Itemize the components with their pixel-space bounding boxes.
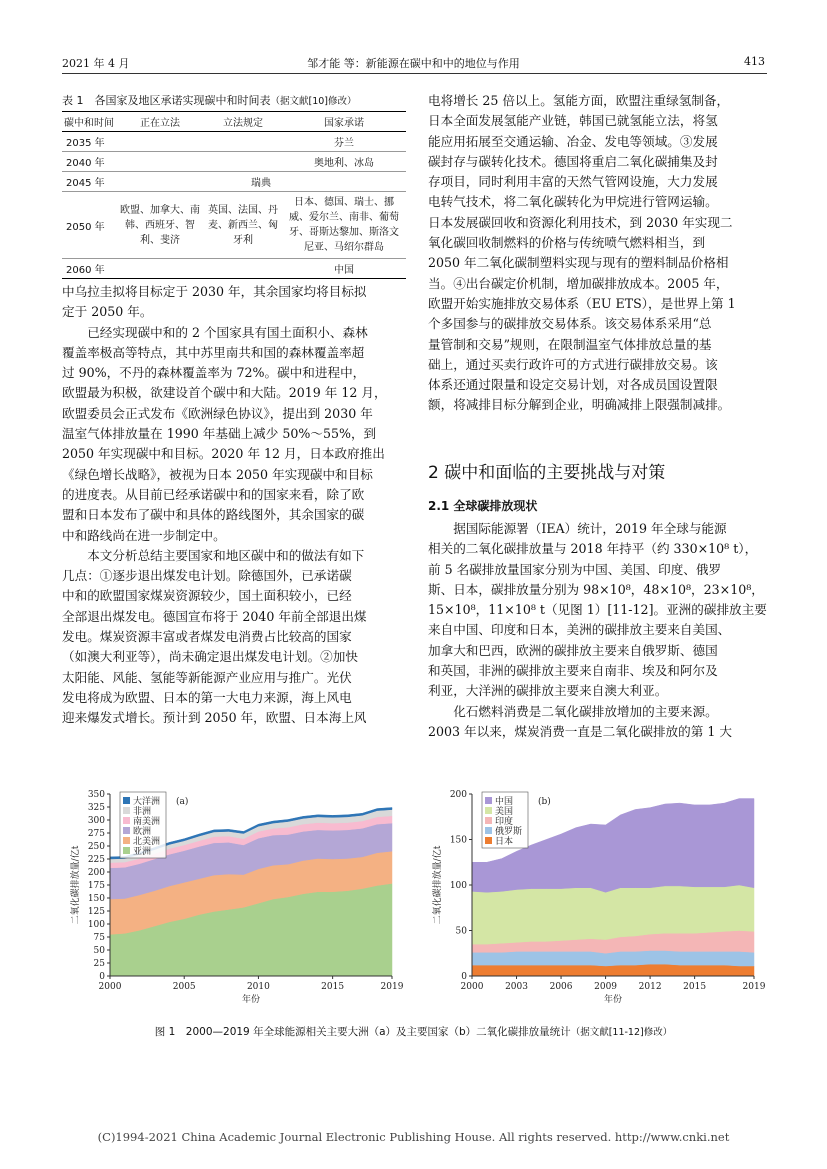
text-line: 中和路线尚在进一步制定中。 <box>62 527 226 543</box>
text-line: 迎来爆发式增长。预计到 2050 年，欧盟、日本海上风 <box>62 710 367 726</box>
table-source: （据文献[10]修改） <box>270 96 357 107</box>
legend-swatch <box>123 827 130 834</box>
table-cell <box>204 152 282 172</box>
copyright-footer: (C)1994-2021 China Academic Journal Electronic Publishing House. All rights reserved. http://www.cnki.net <box>97 1130 730 1144</box>
y-tick-label: 175 <box>87 881 105 891</box>
carbon-neutral-timeline-table <box>62 111 406 279</box>
header-page-number: 413 <box>744 55 765 68</box>
legend-label: 亚洲 <box>133 847 152 857</box>
figure-source: （据文献[11-12]修改） <box>570 1027 673 1038</box>
figure-caption-text: 图 1 2000—2019 年全球能源相关主要大洲（a）及主要国家（b）二氧化碳排放量统计 <box>154 1026 571 1038</box>
text-line: 额，将减排目标分解到企业，明确减排上限强制减排。 <box>428 397 731 413</box>
table-row <box>62 132 406 152</box>
legend-swatch <box>485 837 492 844</box>
text-line: 欧盟开始实施排放交易体系（EU ETS），是世界上第 1 <box>428 295 736 311</box>
text-line: 当。④出台碳定价机制，增加碳排放成本。2005 年， <box>428 275 729 291</box>
table-cell <box>116 152 204 172</box>
table-cell-year: 2040 年 <box>62 152 116 172</box>
text-line: 《绿色增长战略》，被视为日本 2050 年实现碳中和目标 <box>62 466 373 482</box>
legend-label: 南美洲 <box>133 817 161 827</box>
text-line: 碳封存与碳转化技术。德国将重启二氧化碳捕集及封 <box>428 153 718 169</box>
table-cell-year: 2035 年 <box>62 132 116 152</box>
table-header-legislating: 正在立法 <box>116 112 204 132</box>
continent-emissions-chart <box>62 784 404 1016</box>
table-row <box>62 192 406 259</box>
x-tick-label: 2000 <box>98 982 122 992</box>
x-tick-label: 2012 <box>638 982 662 992</box>
section-title: 2 碳中和面临的主要挑战与对策 <box>428 463 666 483</box>
text-line: 和英国，非洲的碳排放主要来自南非、埃及和阿尔及 <box>428 663 718 679</box>
panel-label: (a) <box>176 797 189 807</box>
text-line: 欧盟最为积极，欲建设首个碳中和大陆。2019 年 12 月， <box>62 385 387 401</box>
text-line: 化石燃料消费是二氧化碳排放增加的主要来源。 <box>453 703 718 719</box>
legend-swatch <box>123 807 130 814</box>
legend-label: 欧洲 <box>133 827 152 837</box>
table-cell: 奥地利、冰岛 <box>282 152 406 172</box>
header-rule <box>62 73 767 74</box>
text-line: （如澳大利亚等），尚未确定退出煤发电计划。②加快 <box>62 649 358 665</box>
text-line: 全部退出煤发电。德国宣布将于 2040 年前全部退出煤 <box>62 608 367 624</box>
table-cell: 中国 <box>282 259 406 279</box>
text-line: 温室气体排放量在 1990 年基础上减少 50%～55%，到 <box>62 426 377 442</box>
text-line: 来自中国、印度和日本，美洲的碳排放主要来自美国、 <box>428 622 731 638</box>
x-tick-label: 2010 <box>246 982 270 992</box>
header-title: 邹才能 等：新能源在碳中和中的地位与作用 <box>307 57 520 70</box>
y-tick-label: 50 <box>455 926 467 937</box>
text-line: 覆盖率极高等特点，其中苏里南共和国的森林覆盖率超 <box>62 344 365 360</box>
text-line: 的进度表。从目前已经承诺碳中和的国家来看，除了欧 <box>62 486 365 502</box>
x-axis-label: 年份 <box>603 995 623 1005</box>
y-tick-label: 0 <box>99 972 105 982</box>
table-row <box>62 152 406 172</box>
left-column-text <box>62 282 403 729</box>
panel-label: (b) <box>538 797 551 807</box>
legend-swatch <box>485 797 492 804</box>
text-line: 电转气技术，将二氧化碳转化为甲烷进行管网运输。 <box>428 194 718 210</box>
y-tick-label: 275 <box>87 829 105 839</box>
legend-label: 中国 <box>495 797 514 807</box>
y-tick-label: 250 <box>87 842 105 852</box>
area-series-0 <box>472 964 754 976</box>
text-line: 本文分析总结主要国家和地区碳中和的做法有如下 <box>87 547 365 563</box>
table-cell: 日本、德国、瑞士、挪威、爱尔兰、南非、葡萄牙、哥斯达黎加、斯洛文尼亚、马绍尔群岛 <box>282 192 406 259</box>
y-tick-label: 350 <box>87 790 105 800</box>
table-header-legislated: 立法规定 <box>204 112 282 132</box>
y-tick-label: 300 <box>87 816 105 826</box>
table-cell: 芬兰 <box>282 132 406 152</box>
right-column-text-b <box>428 519 767 742</box>
legend-swatch <box>485 827 492 834</box>
y-tick-label: 325 <box>87 803 105 813</box>
x-tick-label: 2003 <box>505 982 528 992</box>
x-tick-label: 2015 <box>683 982 707 992</box>
text-line: 体系还通过限量和设定交易计划，对各成员国设置限 <box>428 377 718 393</box>
x-axis-label: 年份 <box>241 995 261 1005</box>
legend-label: 印度 <box>495 817 514 827</box>
text-line: 个多国参与的碳排放交易体系。该交易体系采用“总 <box>428 316 712 332</box>
legend-swatch <box>123 837 130 844</box>
text-line: 础上，通过买卖行政许可的方式进行碳排放交易。该 <box>428 356 718 372</box>
text-line: 2003 年以来，煤炭消费一直是二氧化碳排放的第 1 大 <box>428 723 732 739</box>
legend-label: 北美洲 <box>133 837 161 847</box>
text-line: 2050 年二氧化碳制塑料实现与现有的塑料制品价格相 <box>428 255 729 271</box>
text-line: 几点：①逐步退出煤发电计划。除德国外，已承诺碳 <box>62 568 352 584</box>
x-tick-label: 2019 <box>742 982 766 992</box>
legend-label: 日本 <box>495 837 514 847</box>
text-line: 加拿大和巴西，欧洲的碳排放主要来自俄罗斯、德国 <box>428 642 718 658</box>
legend-label: 非洲 <box>133 807 152 817</box>
table-caption-text: 表 1 各国家及地区承诺实现碳中和时间表 <box>62 94 271 107</box>
legend-label: 大洋洲 <box>133 797 161 807</box>
table-cell <box>204 259 282 279</box>
y-tick-label: 100 <box>449 881 467 891</box>
x-tick-label: 2005 <box>172 982 196 992</box>
text-line: 日本发展碳回收和资源化利用技术，到 2030 年实现二 <box>428 214 733 230</box>
text-line: 据国际能源署（IEA）统计，2019 年全球与能源 <box>453 521 727 536</box>
table-cell-year: 2045 年 <box>62 172 116 192</box>
text-line: 中乌拉圭拟将目标定于 2030 年，其余国家均将目标拟 <box>62 284 367 299</box>
table-row <box>62 172 406 192</box>
country-emissions-chart <box>424 784 766 1016</box>
text-line: 太阳能、风能、氢能等新能源产业应用与推广。光伏 <box>62 669 352 685</box>
table-cell-year: 2050 年 <box>62 192 116 259</box>
y-tick-label: 75 <box>93 933 105 943</box>
table-cell: 欧盟、加拿大、南韩、西班牙、智利、斐济 <box>116 192 204 259</box>
text-line: 发电。煤炭资源丰富或者煤发电消费占比较高的国家 <box>62 629 352 645</box>
table-cell <box>116 259 204 279</box>
text-line: 15×10⁸，11×10⁸ t（见图 1）[11-12]。亚洲的碳排放主要 <box>428 602 767 618</box>
table-header-pledge: 国家承诺 <box>282 112 406 132</box>
text-line: 前 5 名碳排放量国家分别为中国、美国、印度、俄罗 <box>428 561 722 577</box>
x-tick-label: 2000 <box>460 982 484 992</box>
legend-swatch <box>123 797 130 804</box>
text-line: 量管制和交易”规则，在限制温室气体排放总量的基 <box>428 336 712 352</box>
text-line: 能应用拓展至交通运输、冶金、发电等领域。③发展 <box>428 133 718 149</box>
y-tick-label: 200 <box>87 868 105 878</box>
table-cell <box>204 132 282 152</box>
text-line: 中和的欧盟国家煤炭资源较少，国土面积较小，已经 <box>62 588 352 604</box>
table-cell <box>116 132 204 152</box>
legend-swatch <box>485 817 492 824</box>
text-line: 斯、日本，碳排放量分别为 98×10⁸，48×10⁸，23×10⁸， <box>428 581 764 597</box>
table-header-year: 碳中和时间 <box>62 112 116 132</box>
y-tick-label: 0 <box>461 972 467 982</box>
text-line: 利亚，大洋洲的碳排放主要来自澳大利亚。 <box>428 683 668 699</box>
figure-caption <box>0 1024 827 1039</box>
text-line: 过 90%，不丹的森林覆盖率为 72%。碳中和进程中， <box>62 365 366 381</box>
text-line: 存项目，同时利用丰富的天然气管网设施，大力发展 <box>428 174 718 190</box>
text-line: 氧化碳回收制燃料的价格与传统喷气燃料相当，到 <box>428 235 706 251</box>
y-tick-label: 50 <box>93 946 105 956</box>
header-date: 2021 年 4 月 <box>62 57 130 70</box>
legend-label: 美国 <box>495 807 514 817</box>
subsection-title: 2.1 全球碳排放现状 <box>428 499 538 513</box>
table-row <box>62 259 406 279</box>
text-line: 发电将成为欧盟、日本的第一大电力来源，海上风电 <box>62 689 352 705</box>
text-line: 电将增长 25 倍以上。氢能方面，欧盟注重绿氢制备， <box>428 93 730 108</box>
right-column-text-a <box>428 91 767 416</box>
y-tick-label: 150 <box>87 894 105 904</box>
y-tick-label: 200 <box>449 790 467 800</box>
legend-swatch <box>485 807 492 814</box>
text-line: 2050 年实现碳中和目标。2020 年 12 月，日本政府推出 <box>62 446 385 462</box>
y-tick-label: 100 <box>87 920 105 930</box>
table-cell-year: 2060 年 <box>62 259 116 279</box>
x-tick-label: 2006 <box>549 982 573 992</box>
table-cell-span: 瑞典 <box>116 172 406 192</box>
table-cell: 英国、法国、丹麦、新西兰、匈牙利 <box>204 192 282 259</box>
text-line: 盟和日本发布了碳中和具体的路线图外，其余国家的碳 <box>62 507 365 523</box>
legend-swatch <box>123 817 130 824</box>
text-line: 日本全面发展氢能产业链，韩国已就氢能立法，将氢 <box>428 113 718 129</box>
legend-label: 俄罗斯 <box>495 827 523 837</box>
y-tick-label: 125 <box>87 907 105 917</box>
legend-swatch <box>123 847 130 854</box>
x-tick-label: 2009 <box>594 982 618 992</box>
y-tick-label: 150 <box>449 835 467 846</box>
x-tick-label: 2019 <box>380 982 404 992</box>
y-axis-label: 二氧化碳排放量/亿t <box>71 845 81 925</box>
text-line: 已经实现碳中和的 2 个国家具有国土面积小、森林 <box>87 324 368 340</box>
x-tick-label: 2015 <box>321 982 345 992</box>
y-tick-label: 225 <box>87 855 105 865</box>
text-line: 相关的二氧化碳排放量与 2018 年持平（约 330×10⁸ t）， <box>428 541 758 557</box>
text-line: 欧盟委员会正式发布《欧洲绿色协议》，提出到 2030 年 <box>62 405 373 421</box>
text-line: 定于 2050 年。 <box>62 304 153 320</box>
y-axis-label: 二氧化碳排放量/亿t <box>433 845 443 925</box>
table-caption <box>62 92 357 108</box>
y-tick-label: 25 <box>93 959 105 969</box>
area-series-1 <box>472 951 754 966</box>
